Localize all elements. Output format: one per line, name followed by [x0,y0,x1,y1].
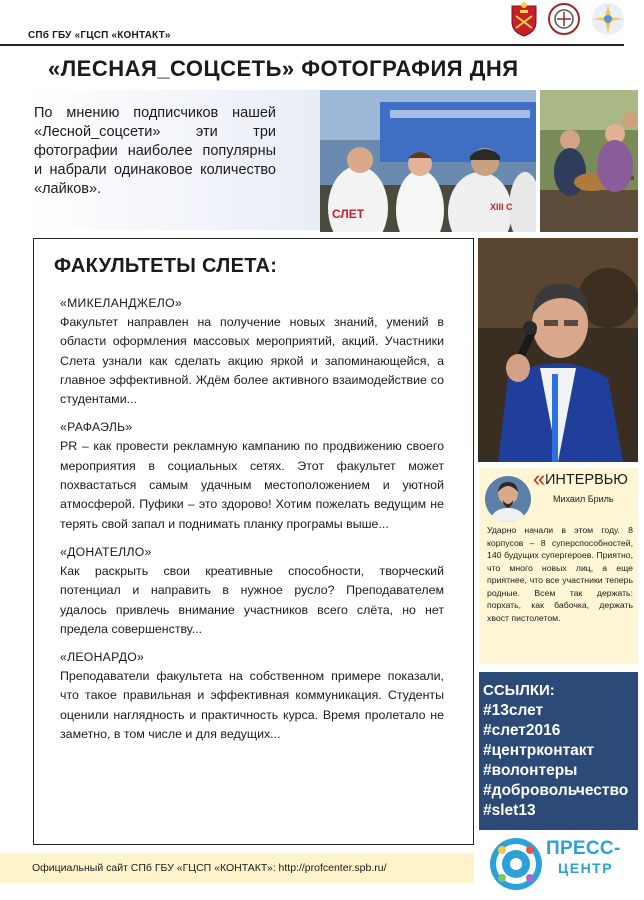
links-panel [479,672,638,830]
intro-panel [26,90,320,230]
interview-text: Ударно начали в этом году. 8 корпусов – 8 суперспособностей, 140 будущих супергероев. Приятно, что много новых лиц, а еще приятнее, что все участники теперь родные. Всем так держать: порхать, как бабочка, держать хвост пистолетом. [487,525,633,623]
press-sub: ЦЕНТР [558,860,614,876]
photo1-jacket-label-2: XIII С [490,202,513,212]
faculty-item [60,544,444,639]
faculty-name: «МИКЕЛАНДЖЕЛО» [60,296,182,310]
hashtag-link[interactable]: #слет2016 [483,722,561,739]
interview-title: ИНТЕРВЬЮ [545,472,628,488]
faculty-name: «ДОНАТЕЛЛО» [60,544,152,559]
interview-quote-mark: « [533,466,546,491]
org-name: СПб ГБУ «ГЦСП «КОНТАКТ» [28,30,171,41]
hashtag-link[interactable]: #slet13 [483,802,536,819]
faculty-description: PR – как провести рекламную кампанию по продвижению своего мероприятия в социальных сетях. Этот факультет может похвастаться самым удачным местоположением и уютной атмосферой. Пуфики – это здорово! Хотим пожелать ведущим не терять свой запал и поднимать планку програмы выше... [60,439,444,531]
photo-crowd-banner [320,90,536,232]
links-title: ССЫЛКИ: [483,682,555,699]
faculty-item [60,649,444,744]
coat-of-arms-logo [506,0,542,38]
press-center-logo [488,834,638,894]
hashtag-link[interactable]: #13слет [483,702,544,719]
intro-text: По мнению подписчиков нашей «Лесной_соцсети» эти три фотографии наиболее популярны и набрали одинаковое количество «лайков». [34,105,276,197]
faculties-panel [33,238,474,845]
faculty-description: Преподаватели факультета на собственном примере показали, что такое правильная и эффективная коммуникация. Студенты оценили наглядность и практичность курса. Время пролетало не заметно, в том числе и для ведущих... [60,669,444,742]
faculty-name: «РАФАЭЛЬ» [60,420,133,435]
avatar [485,476,531,522]
interview-person: Михаил Бриль [553,494,614,504]
page-title: «ЛЕСНАЯ_СОЦСЕТЬ» ФОТОГРАФИЯ ДНЯ [48,56,519,81]
hashtag-link[interactable]: #центрконтакт [483,742,595,759]
faculty-item [60,419,444,533]
interview-panel [479,468,638,664]
faculties-heading: ФАКУЛЬТЕТЫ СЛЕТА: [54,255,278,277]
header-divider [0,44,624,46]
hashtag-link[interactable]: #добровольчество [483,782,629,799]
photo-guitar-group [540,90,638,232]
footer-site-link[interactable]: Официальный сайт СПб ГБУ «ГЦСП «КОНТАКТ»: http://profcenter.spb.ru/ [32,862,387,874]
faculty-item [60,295,444,409]
hashtag-link[interactable]: #волонтеры [483,762,578,779]
faculties-list [60,295,444,754]
volunteer-logo [588,0,624,38]
faculty-name: «ЛЕОНАРДО» [60,650,145,665]
press-word: ПРЕСС- [546,838,621,859]
kontakt-logo [546,0,582,38]
footer-bar [0,853,474,883]
photo1-jacket-label: СЛЕТ [332,207,365,221]
faculty-description: Факультет направлен на получение новых знаний, умений в области оформления массовых мероприятий, акций. Участники Слета узнали как сделать акцию яркой и запоминающейся, а главное эффективной. Ждём более активного взаимодействие со студентами... [60,315,444,407]
photo-speaker [478,238,638,462]
faculty-description: Как раскрыть свои креативные способности, творческий потенциал и направить в нужное русло? Преподавателем удалось привлечь внимание участников всего слёта, но нет предела совершенству... [60,563,444,636]
